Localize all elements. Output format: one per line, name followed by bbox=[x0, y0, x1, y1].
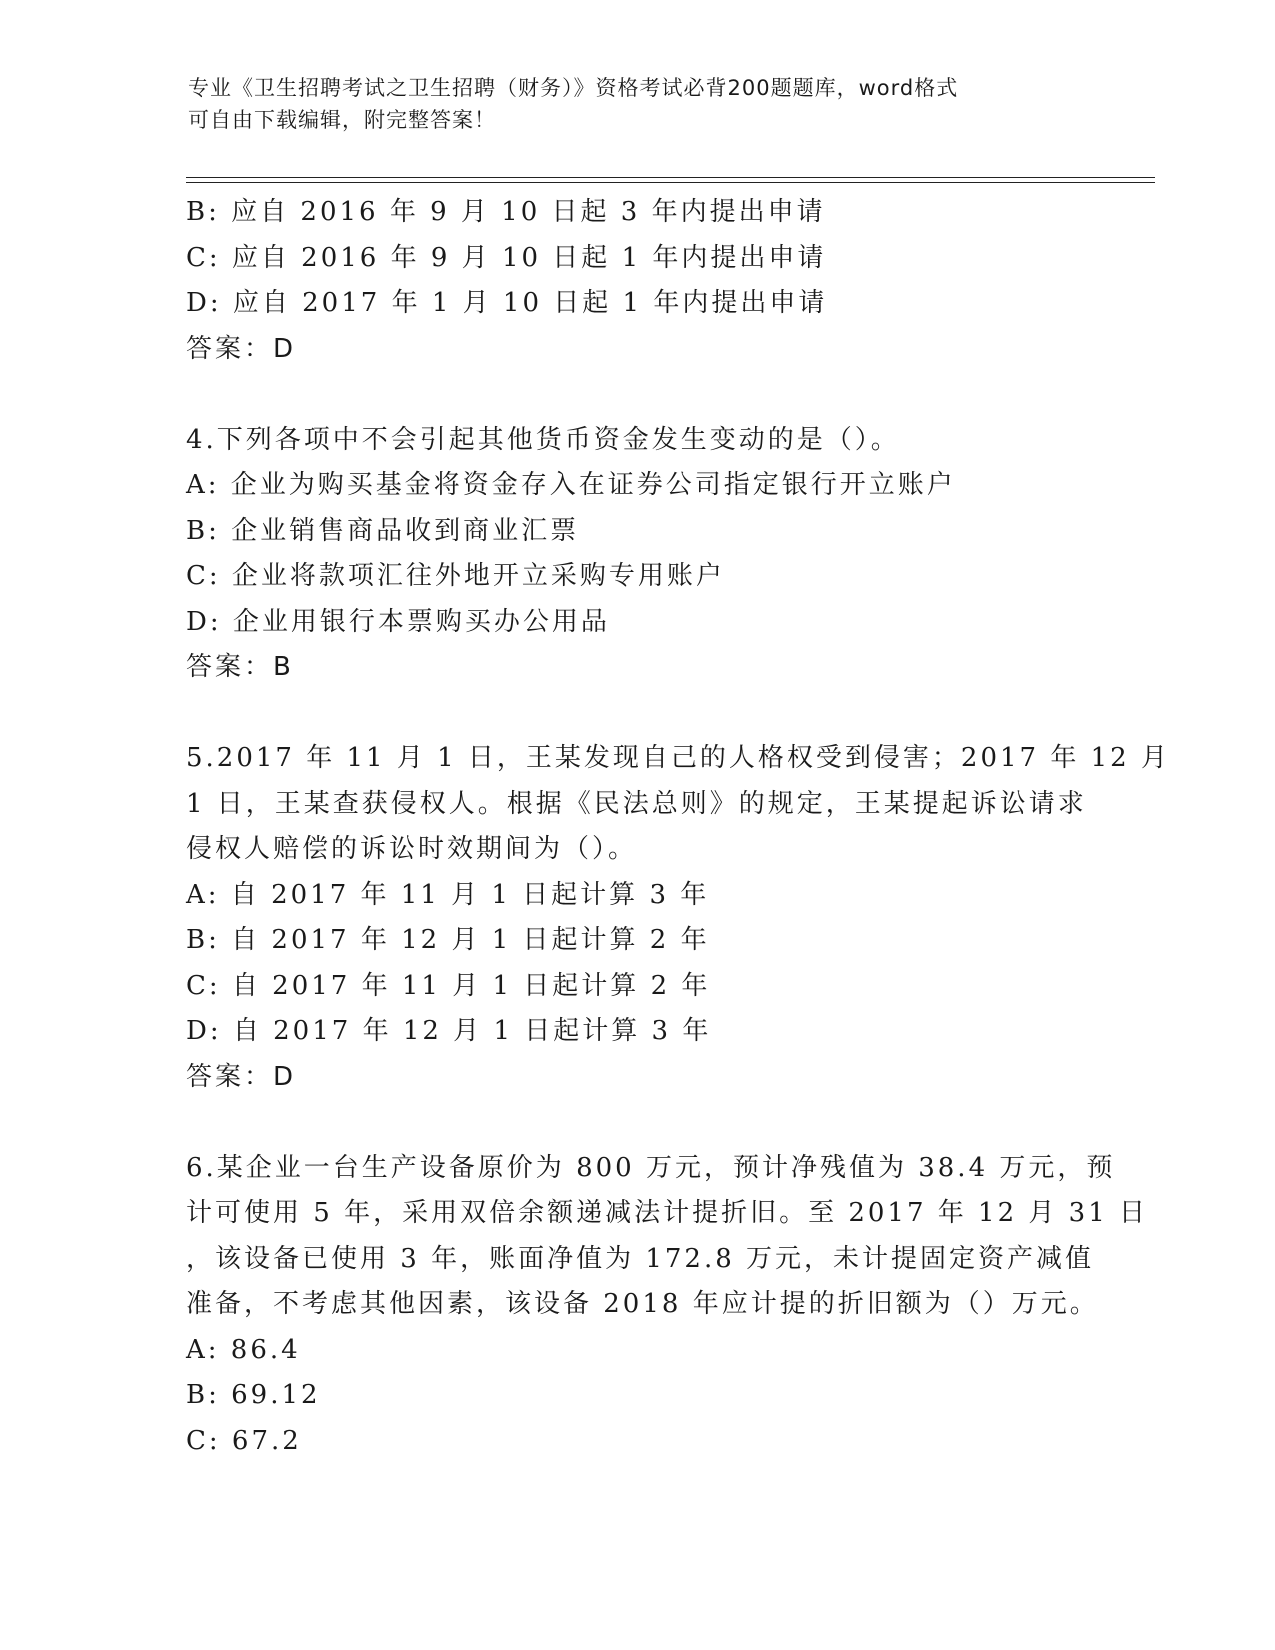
question-3 bbox=[186, 190, 1086, 372]
question-5 bbox=[186, 736, 1170, 1100]
option-b: B: 69.12 bbox=[186, 1380, 321, 1410]
header-title-line-1: 专业《卫生招聘考试之卫生招聘（财务）》资格考试必背200题题库，word格式 bbox=[188, 76, 959, 100]
option-d: D: 应自 2017 年 1 月 10 日起 1 年内提出申请 bbox=[186, 288, 828, 318]
question-text-line-1: 5.2017 年 11 月 1 日，王某发现自己的人格权受到侵害；2017 年 12 月 bbox=[186, 743, 1170, 773]
header-divider-top bbox=[186, 177, 1155, 178]
spacer bbox=[186, 1100, 1086, 1146]
question-text: 4.下列各项中不会引起其他货币资金发生变动的是（）。 bbox=[186, 424, 900, 455]
question-text-line-4: 准备，不考虑其他因素，该设备 2018 年应计提的折旧额为（）万元。 bbox=[186, 1289, 1099, 1319]
answer: 答案：D bbox=[186, 333, 297, 364]
option-b: B: 自 2017 年 12 月 1 日起计算 2 年 bbox=[186, 925, 710, 955]
question-text-line-2: 计可使用 5 年，采用双倍余额递减法计提折旧。至 2017 年 12 月 31 日 bbox=[186, 1198, 1148, 1228]
answer: 答案：B bbox=[186, 652, 294, 682]
header-title-line-2: 可自由下载编辑，附完整答案！ bbox=[188, 108, 496, 132]
option-c: C: 自 2017 年 11 月 1 日起计算 2 年 bbox=[186, 970, 711, 1001]
spacer bbox=[186, 691, 1086, 737]
option-d: D: 自 2017 年 12 月 1 日起计算 3 年 bbox=[186, 1016, 712, 1046]
question-4 bbox=[186, 418, 1086, 691]
option-a: A: 86.4 bbox=[186, 1334, 301, 1365]
question-6 bbox=[186, 1146, 1148, 1465]
option-c: C: 应自 2016 年 9 月 10 日起 1 年内提出申请 bbox=[186, 242, 827, 273]
spacer bbox=[186, 372, 1086, 418]
option-a: A: 自 2017 年 11 月 1 日起计算 3 年 bbox=[186, 879, 710, 910]
option-b: B: 应自 2016 年 9 月 10 日起 3 年内提出申请 bbox=[186, 197, 826, 227]
option-b: B: 企业销售商品收到商业汇票 bbox=[186, 515, 580, 546]
option-c: C: 企业将款项汇往外地开立采购专用账户 bbox=[186, 561, 725, 591]
answer: 答案：D bbox=[186, 1061, 297, 1092]
option-c: C: 67.2 bbox=[186, 1425, 302, 1456]
question-text-line-1: 6.某企业一台生产设备原价为 800 万元，预计净残值为 38.4 万元，预 bbox=[186, 1152, 1116, 1183]
question-text-line-2: 1 日，王某查获侵权人。根据《民法总则》的规定，王某提起诉讼请求 bbox=[186, 788, 1087, 819]
option-d: D: 企业用银行本票购买办公用品 bbox=[186, 606, 610, 637]
question-text-line-3: ，该设备已使用 3 年，账面净值为 172.8 万元，未计提固定资产减值 bbox=[186, 1243, 1095, 1274]
option-a: A: 企业为购买基金将资金存入在证券公司指定银行开立账户 bbox=[186, 470, 956, 500]
header-divider-bottom bbox=[186, 182, 1155, 183]
document-header bbox=[188, 72, 1088, 136]
question-list bbox=[186, 190, 1170, 1464]
question-text-line-3: 侵权人赔偿的诉讼时效期间为（）。 bbox=[186, 834, 638, 864]
